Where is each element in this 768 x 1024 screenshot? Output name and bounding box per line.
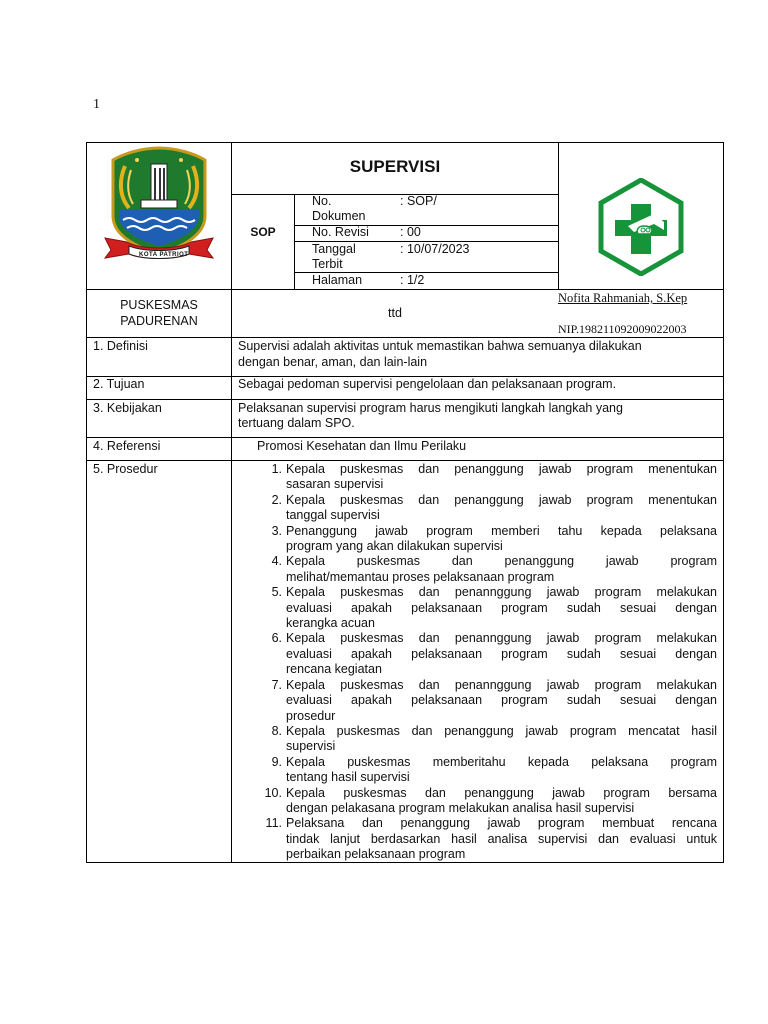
org-name: PUSKESMAS xyxy=(120,298,198,312)
step-text: evaluasi apakah pelaksanaan program sudah sesuai dengan xyxy=(286,600,717,615)
step-number: 5. xyxy=(271,585,282,600)
meta-label: Dokumen xyxy=(312,209,366,223)
step-text: tanggal supervisi xyxy=(286,508,380,523)
step-text: Kepala puskesmas dan penanggung jawab program menentukan xyxy=(286,492,717,507)
step-text: Kepala puskesmas dan penannggung jawab program melakukan xyxy=(286,585,717,600)
step-text: tindak lanjut berdasarkan hasil analisa supervisi dan evaluasi untuk xyxy=(286,831,717,846)
meta-label: Terbit xyxy=(312,257,343,271)
section-label-prosedur: 5. Prosedur xyxy=(93,462,158,476)
meta-label: No. Revisi xyxy=(312,225,369,239)
column-divider xyxy=(231,142,232,862)
procedure-step xyxy=(262,755,717,786)
section-label-definisi: 1. Definisi xyxy=(93,339,148,353)
step-text: perbaikan pelaksanaan program xyxy=(286,847,466,862)
step-text: dengan pelakasana program melakukan analisa hasil supervisi xyxy=(286,800,635,815)
step-text: melihat/memantau proses pelaksanaan program xyxy=(286,569,555,584)
procedure-list xyxy=(262,462,717,863)
step-number: 8. xyxy=(271,723,282,738)
step-text: Kepala puskesmas dan penanggung jawab program mencatat hasil xyxy=(286,723,717,738)
step-text: Kepala puskesmas dan penanggung jawab program xyxy=(286,554,717,569)
step-number: 9. xyxy=(271,754,282,769)
column-divider xyxy=(558,142,559,289)
definisi-text: Supervisi adalah aktivitas untuk memastikan bahwa semuanya dilakukan xyxy=(238,339,642,353)
step-text: Kepala puskesmas dan penannggung jawab program melakukan xyxy=(286,631,717,646)
section-label-kebijakan: 3. Kebijakan xyxy=(93,401,162,415)
procedure-step xyxy=(262,462,717,493)
page-number: 1 xyxy=(93,97,100,112)
puskesmas-logo xyxy=(598,178,684,276)
meta-label: No. xyxy=(312,194,332,208)
step-number: 2. xyxy=(271,492,282,507)
procedure-step xyxy=(262,554,717,585)
city-emblem-logo xyxy=(101,146,217,264)
meta-label: Tanggal xyxy=(312,242,356,256)
procedure-step xyxy=(262,631,717,677)
table-left-border xyxy=(86,142,87,863)
page-title: SUPERVISI xyxy=(349,157,441,176)
meta-value: : 1/2 xyxy=(400,273,425,287)
step-number: 10. xyxy=(264,785,282,800)
tujuan-text: Sebagai pedoman supervisi pengelolaan dan pelaksanaan program. xyxy=(238,377,617,391)
row-divider xyxy=(231,194,559,195)
procedure-step xyxy=(262,724,717,755)
logo-banner-text: KOTA PATRIOT xyxy=(139,252,189,258)
step-text: evaluasi apakah pelaksanaan program sudah sesuai dengan xyxy=(286,693,717,708)
procedure-step xyxy=(262,585,717,631)
signer-name: Nofita Rahmaniah, S.Kep xyxy=(558,291,688,305)
table-top-border xyxy=(86,142,724,143)
step-text: rencana kegiatan xyxy=(286,662,382,677)
row-divider xyxy=(86,399,724,400)
step-text: Kepala puskesmas memberitahu kepada pelaksana program xyxy=(286,754,717,769)
step-text: evaluasi apakah pelaksanaan program sudah sesuai dengan xyxy=(286,646,717,661)
step-text: tentang hasil supervisi xyxy=(286,770,410,785)
section-label-referensi: 4. Referensi xyxy=(93,439,161,453)
kebijakan-text: Pelaksanan supervisi program harus mengikuti langkah langkah yang xyxy=(238,401,623,415)
step-text: Kepala puskesmas dan penannggung jawab program melakukan xyxy=(286,677,717,692)
signature-mark: ttd xyxy=(388,306,402,320)
kebijakan-text: tertuang dalam SPO. xyxy=(238,416,355,430)
step-text: Pelaksana dan penanggung jawab program membuat rencana xyxy=(286,816,717,831)
row-divider xyxy=(86,460,724,461)
step-number: 7. xyxy=(271,677,282,692)
meta-label: Halaman xyxy=(312,273,363,287)
row-divider xyxy=(86,337,724,338)
meta-value: : 00 xyxy=(400,225,421,239)
procedure-step xyxy=(262,678,717,724)
meta-value: : 10/07/2023 xyxy=(400,242,470,256)
procedure-step xyxy=(262,493,717,524)
step-text: Kepala puskesmas dan penanggung jawab program bersama xyxy=(286,785,717,800)
step-text: Penanggung jawab program memberi tahu kepada pelaksana xyxy=(286,523,717,538)
step-text: program yang akan dilakukan supervisi xyxy=(286,539,503,554)
meta-value: : SOP/ xyxy=(400,194,437,208)
table-right-border xyxy=(723,142,724,863)
section-label-tujuan: 2. Tujuan xyxy=(93,377,145,391)
step-text: supervisi xyxy=(286,739,336,754)
step-number: 11. xyxy=(265,816,282,831)
step-number: 1. xyxy=(271,462,282,476)
step-text: prosedur xyxy=(286,708,336,723)
step-text: sasaran supervisi xyxy=(286,477,384,492)
step-number: 4. xyxy=(271,554,282,569)
signer-nip: NIP.198211092009022003 xyxy=(558,322,687,336)
step-number: 6. xyxy=(271,631,282,646)
procedure-step xyxy=(262,786,717,817)
org-name: PADURENAN xyxy=(120,314,198,328)
referensi-text: Promosi Kesehatan dan Ilmu Perilaku xyxy=(257,439,467,453)
procedure-step xyxy=(262,524,717,555)
procedure-step xyxy=(262,816,717,862)
step-number: 3. xyxy=(271,523,282,538)
row-divider xyxy=(86,289,724,290)
step-text: Kepala puskesmas dan penanggung jawab program menentukan xyxy=(286,462,717,476)
definisi-text: dengan benar, aman, dan lain-lain xyxy=(238,355,428,369)
row-divider xyxy=(86,437,724,438)
sop-label: SOP xyxy=(250,225,276,239)
step-text: kerangka acuan xyxy=(286,616,375,631)
